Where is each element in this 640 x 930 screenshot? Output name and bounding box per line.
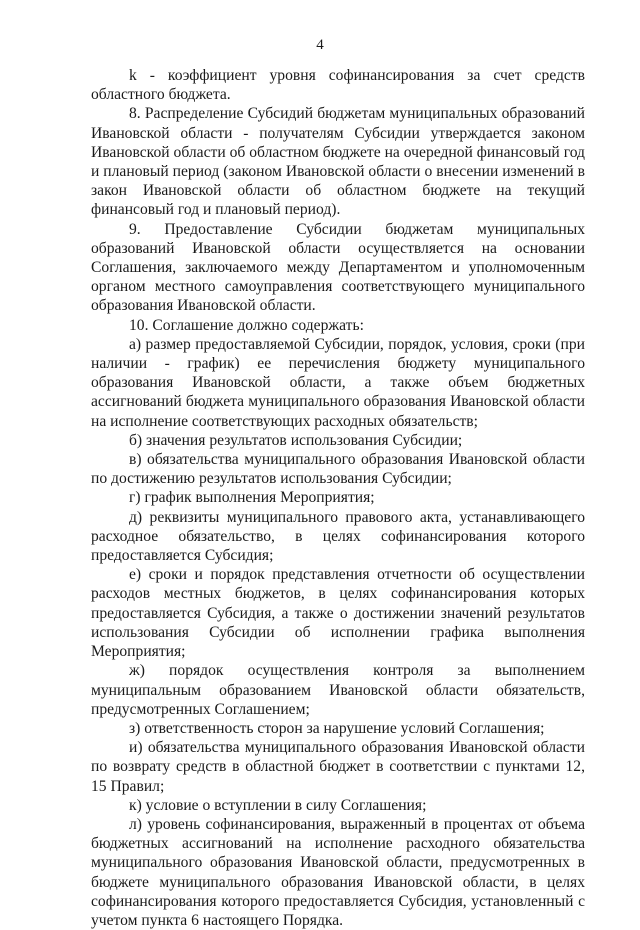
- paragraph-k-coefficient: k - коэффициент уровня софинансирования за счет средств областного бюджета.: [91, 67, 585, 104]
- paragraph-9-provision: 9. Предоставление Субсидии бюджетам муниципальных образований Ивановской области осуществляется на основании Соглашения, заключаемого между Департаментом и уполномоченным органом местного самоуправления соответствующего муниципального образования Ивановской области.: [91, 220, 585, 315]
- list-item-g: г) график выполнения Мероприятия;: [129, 489, 375, 507]
- page-number: 4: [316, 37, 324, 53]
- list-item-b: б) значения результатов использования Субсидии;: [129, 431, 463, 449]
- list-item-zh: ж) порядок осуществления контроля за выполнением муниципальным образованием Ивановской области обязательств, предусмотренных Соглашением;: [91, 662, 585, 718]
- list-item-d: д) реквизиты муниципального правового акта, устанавливающего расходное обязательство, в целях софинансирования которого предоставляется Субсидия;: [91, 508, 585, 565]
- list-item-v: в) обязательства муниципального образования Ивановской области по достижению результатов использования Субсидии;: [91, 451, 585, 488]
- list-item-i: и) обязательства муниципального образования Ивановской области по возврату средств в областной бюджет в соответствии с пунктами 12, 15 Правил;: [91, 739, 585, 795]
- paragraph-8-distribution: 8. Распределение Субсидий бюджетам муниципальных образований Ивановской области - получателям Субсидии утверждается законом Ивановской области об областном бюджете на очередной финансовый год и плановый период (законом Ивановской области о внесении изменений в закон Ивановской области об областном бюджете на текущий финансовый год и плановый период).: [91, 105, 585, 219]
- list-item-k: к) условие о вступлении в силу Соглашения;: [129, 796, 427, 814]
- list-item-e: е) сроки и порядок представления отчетности об осуществлении расходов местных бюджетов, в целях софинансирования которых предоставляется Субсидия, а также о достижении значений результатов использования Субсидии об исполнении графика выполнения Мероприятия;: [91, 566, 585, 661]
- document-body: [91, 66, 585, 930]
- list-item-z: з) ответственность сторон за нарушение условий Соглашения;: [129, 719, 545, 737]
- list-item-l: л) уровень софинансирования, выраженный в процентах от объема бюджетных ассигнований на исполнение расходного обязательства муниципального образования Ивановской области, предусмотренных в бюджете муниципального образования Ивановской области, в целях софинансирования которого предоставляется Субсидия, установленный с учетом пункта 6 настоящего Порядка.: [91, 815, 585, 929]
- paragraph-10-agreement: 10. Соглашение должно содержать:: [129, 316, 364, 334]
- list-item-a: а) размер предоставляемой Субсидии, порядок, условия, сроки (при наличии - график) ее перечисления бюджету муниципального образования Ивановской области, а также объем бюджетных ассигнований бюджета муниципального образования Ивановской области на исполнение соответствующих расходных обязательств;: [91, 335, 585, 430]
